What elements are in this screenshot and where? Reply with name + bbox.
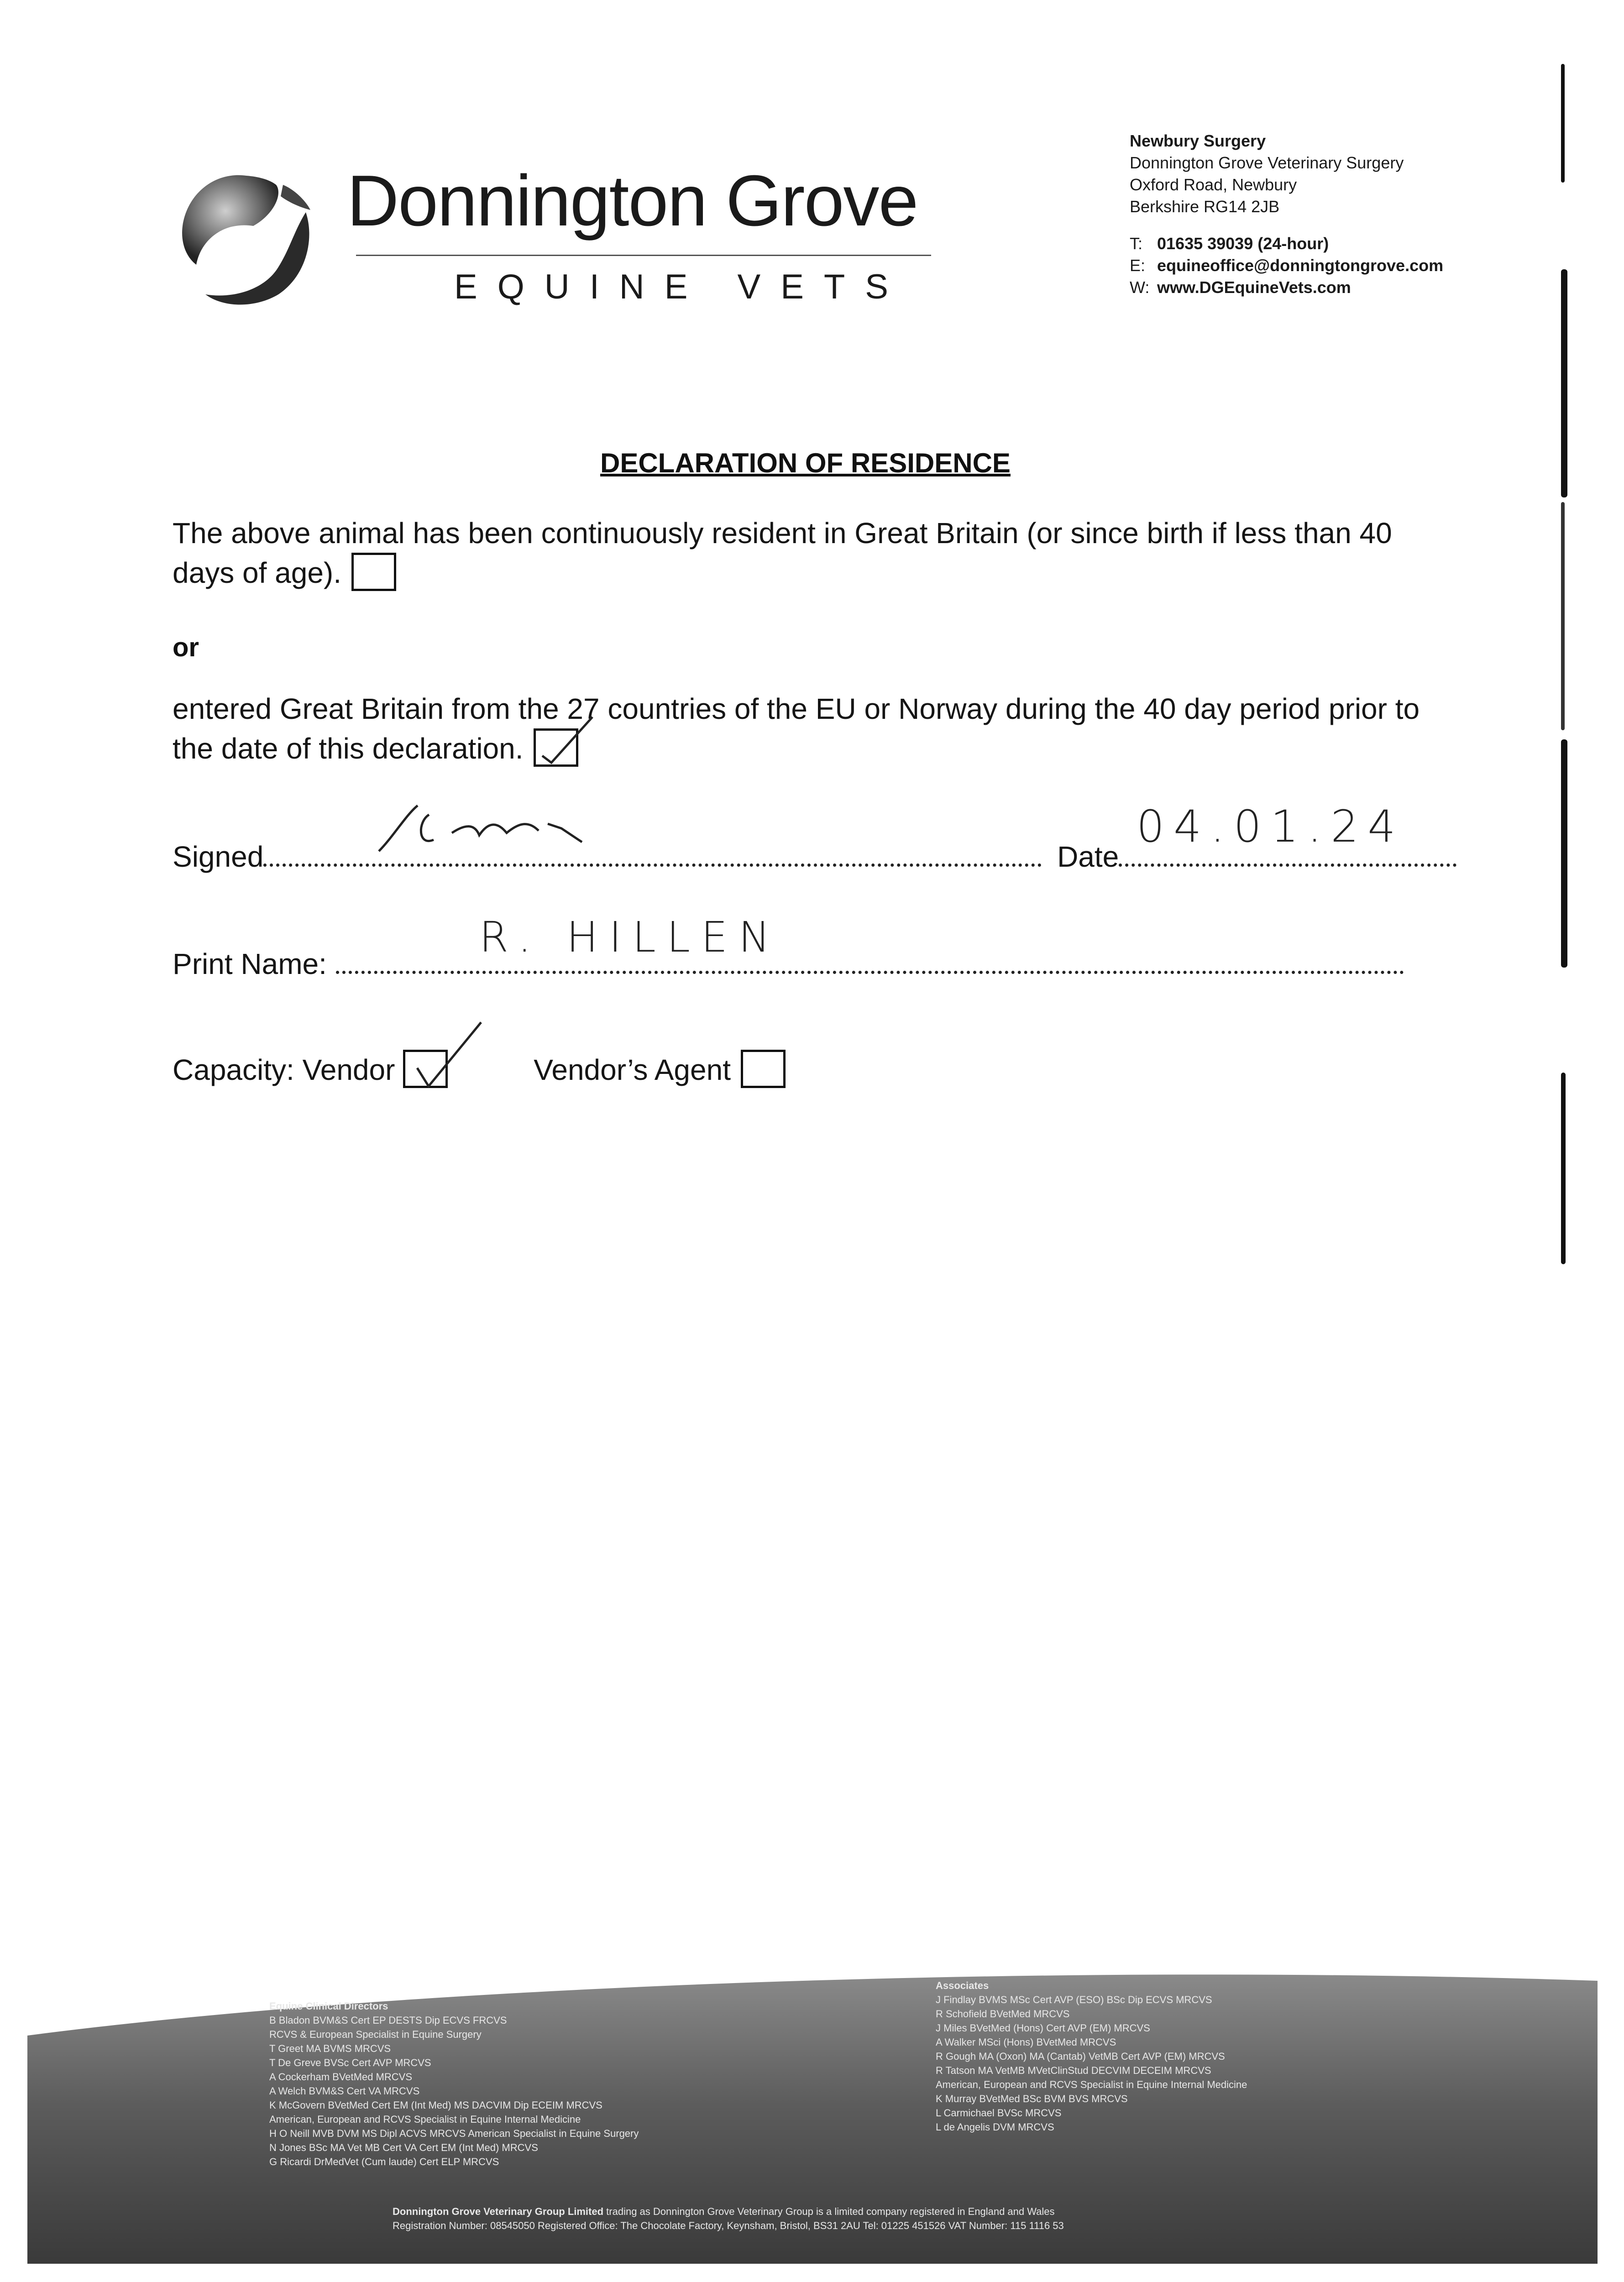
address-line-1: Donnington Grove Veterinary Surgery <box>1130 153 1404 172</box>
brand-name: Donnington Grove <box>347 161 918 241</box>
associate-line: R Tatson MA VetMB MVetClinStud DECVIM DECEIM MRCVS <box>936 2065 1211 2076</box>
checkmark-icon <box>403 1018 504 1095</box>
date-value: 04.01.24 <box>1137 801 1405 852</box>
document-title: DECLARATION OF RESIDENCE <box>600 448 1011 478</box>
associate-line: K Murray BVetMed BSc BVM BVS MRCVS <box>936 2093 1128 2104</box>
director-line: H O Neill MVB DVM MS Dipl ACVS MRCVS American Specialist in Equine Surgery <box>269 2128 639 2139</box>
director-line: T De Greve BVSc Cert AVP MRCVS <box>269 2057 431 2068</box>
footer-associates <box>936 1978 1247 2134</box>
surgery-address <box>1130 130 1404 218</box>
or-separator: or <box>173 633 199 662</box>
brand-divider <box>356 255 931 256</box>
director-line: American, European and RCVS Specialist in Equine Internal Medicine <box>269 2114 581 2125</box>
associate-line: A Walker MSci (Hons) BVetMed MRCVS <box>936 2036 1116 2048</box>
director-line: A Cockerham BVetMed MRCVS <box>269 2071 413 2083</box>
date-field[interactable] <box>1119 859 1456 867</box>
associate-line: R Schofield BVetMed MRCVS <box>936 2008 1070 2020</box>
logo-mark-icon <box>169 157 333 322</box>
print-name-label: Print Name: <box>173 947 327 980</box>
address-line-3: Berkshire RG14 2JB <box>1130 197 1280 216</box>
print-name-value: R. HILLEN <box>479 913 781 962</box>
scan-mark <box>1561 64 1565 183</box>
residence-option-1-checkbox[interactable] <box>351 553 396 591</box>
contact-details <box>1130 233 1443 298</box>
scan-mark <box>1561 269 1567 497</box>
directors-heading: Equine Clinical Directors <box>269 2000 388 2012</box>
vendor-checkbox[interactable] <box>403 1050 448 1088</box>
registration-line: Registration Number: 08545050 Registered Office: The Chocolate Factory, Keynsham, Bristol, BS31 2AU Tel: 01225 451526 VAT Number: 115 1116 53 <box>393 2220 1064 2231</box>
print-name-row <box>173 947 1428 981</box>
capacity-label: Capacity: Vendor <box>173 1053 395 1086</box>
brand-subtitle: EQUINE VETS <box>454 267 908 306</box>
associates-heading: Associates <box>936 1980 989 1991</box>
capacity-row <box>173 1050 786 1088</box>
contact-phone: T: 01635 39039 (24-hour) <box>1130 234 1329 253</box>
contact-email: E: equineoffice@donningtongrove.com <box>1130 256 1444 275</box>
associate-line: J Miles BVetMed (Hons) Cert AVP (EM) MRCVS <box>936 2022 1150 2034</box>
associate-line: L Carmichael BVSc MRCVS <box>936 2107 1062 2119</box>
date-label: Date <box>1057 840 1119 873</box>
print-name-field[interactable] <box>336 966 1404 974</box>
scan-mark <box>1561 739 1567 968</box>
agent-label: Vendor’s Agent <box>534 1053 731 1086</box>
agent-checkbox[interactable] <box>741 1050 786 1088</box>
signed-label: Signed <box>173 840 264 873</box>
director-line: A Welch BVM&S Cert VA MRCVS <box>269 2085 420 2097</box>
residence-option-2 <box>173 689 1451 768</box>
director-line: K McGovern BVetMed Cert EM (Int Med) MS DACVIM Dip ECEIM MRCVS <box>269 2099 602 2111</box>
director-line: G Ricardi DrMedVet (Cum laude) Cert ELP MRCVS <box>269 2156 499 2167</box>
scan-mark <box>1561 502 1565 730</box>
residence-option-1 <box>173 513 1451 592</box>
residence-option-1-text: The above animal has been continuously resident in Great Britain (or since birth if less than 40 days of age). <box>173 517 1392 589</box>
associate-line: R Gough MA (Oxon) MA (Cantab) VetMB Cert AVP (EM) MRCVS <box>936 2051 1225 2062</box>
footer-directors <box>269 1999 639 2169</box>
contact-website: W: www.DGEquineVets.com <box>1130 278 1351 297</box>
checkmark-icon <box>533 712 602 776</box>
address-line-2: Oxford Road, Newbury <box>1130 175 1297 194</box>
associate-line: L de Angelis DVM MRCVS <box>936 2121 1054 2133</box>
scan-mark <box>1561 1073 1566 1264</box>
associate-line: J Findlay BVMS MSc Cert AVP (ESO) BSc Dip ECVS MRCVS <box>936 1994 1212 2005</box>
director-line: B Bladon BVM&S Cert EP DESTS Dip ECVS FRCVS <box>269 2015 507 2026</box>
surgery-name: Newbury Surgery <box>1130 131 1266 150</box>
footer-company-info <box>393 2204 1064 2233</box>
associate-line: American, European and RCVS Specialist in Equine Internal Medicine <box>936 2079 1247 2090</box>
company-line: Donnington Grove Veterinary Group Limited trading as Donnington Grove Veterinary Group is a limited company registered in England and Wales <box>393 2206 1055 2217</box>
director-line: N Jones BSc MA Vet MB Cert VA Cert EM (Int Med) MRCVS <box>269 2142 538 2153</box>
residence-option-2-checkbox[interactable] <box>534 728 578 767</box>
signature-image <box>374 796 630 860</box>
director-line: RCVS & European Specialist in Equine Surgery <box>269 2029 482 2040</box>
director-line: T Greet MA BVMS MRCVS <box>269 2043 391 2054</box>
residence-option-2-text: entered Great Britain from the 27 countries of the EU or Norway during the 40 day period prior to the date of this declaration. <box>173 692 1420 765</box>
